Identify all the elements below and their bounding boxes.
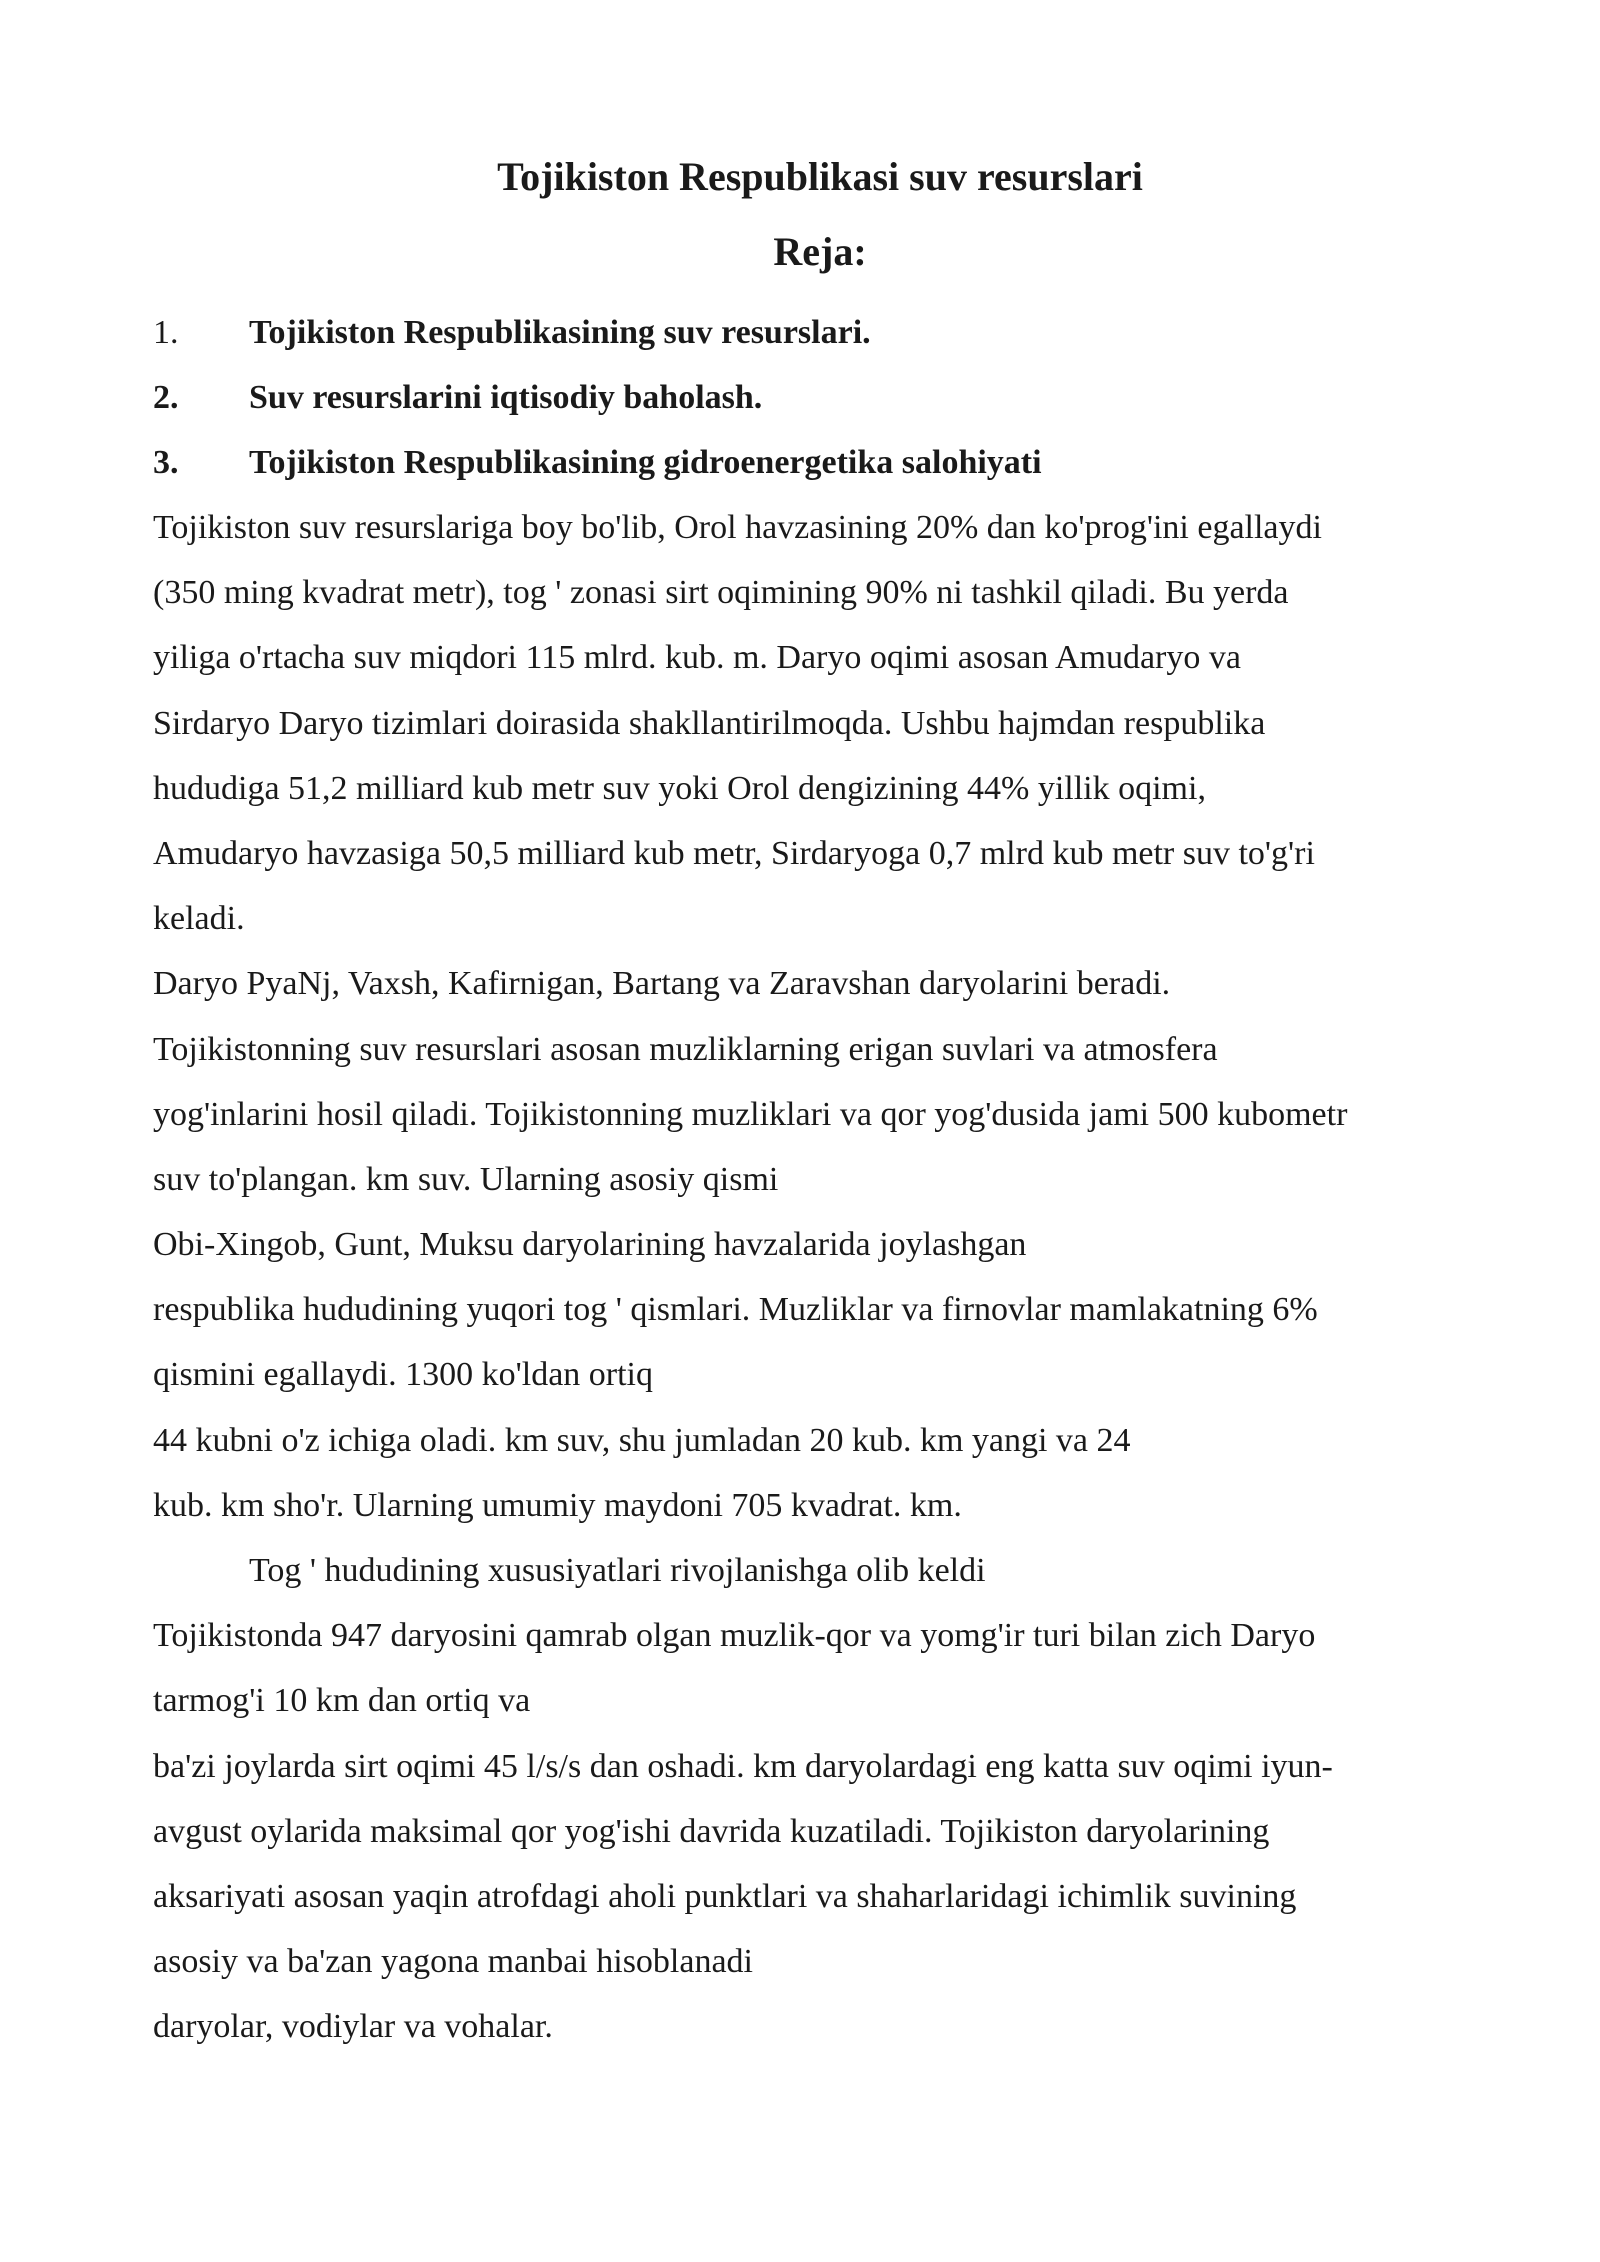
- plan-list: [153, 300, 1042, 495]
- plan-item: [153, 430, 1042, 495]
- body-line: Daryo PyaNj, Vaxsh, Kafirnigan, Bartang va Zaravshan daryolarini beradi.: [153, 965, 1171, 1003]
- body-line-indented: Tog ' hududining xususiyatlari rivojlanishga olib keldi: [249, 1552, 986, 1589]
- body-line: avgust oylarida maksimal qor yog'ishi davrida kuzatiladi. Tojikiston daryolarining: [153, 1812, 1270, 1850]
- plan-item: [153, 300, 1042, 365]
- body-line: hududiga 51,2 milliard kub metr suv yoki Orol dengizining 44% yillik oqimi,: [153, 769, 1206, 807]
- body-line: aksariyati asosan yaqin atrofdagi aholi punktlari va shaharlaridagi ichimlik suvining: [153, 1877, 1297, 1915]
- body-line: (350 ming kvadrat metr), tog ' zonasi sirt oqimining 90% ni tashkil qiladi. Bu yerda: [153, 574, 1289, 612]
- plan-item-text: Tojikiston Respublikasining suv resurslari.: [249, 314, 871, 351]
- body-line: Amudaryo havzasiga 50,5 milliard kub metr, Sirdaryoga 0,7 mlrd kub metr suv to'g'ri: [153, 834, 1315, 872]
- body-line: asosiy va ba'zan yagona manbai hisoblanadi: [153, 1943, 753, 1981]
- body-line: daryolar, vodiylar va vohalar.: [153, 2008, 553, 2046]
- body-line: tarmog'i 10 km dan ortiq va: [153, 1682, 531, 1720]
- body-line: keladi.: [153, 900, 245, 938]
- body-line: Tojikiston suv resurslariga boy bo'lib, Orol havzasining 20% dan ko'prog'ini egallaydi: [153, 509, 1322, 546]
- plan-item-number: 2.: [153, 379, 179, 416]
- document-title: Tojikiston Respublikasi suv resurslari: [497, 154, 1143, 199]
- body-line: kub. km sho'r. Ularning umumiy maydoni 705 kvadrat. km.: [153, 1486, 962, 1524]
- plan-item-number: 1.: [153, 314, 179, 351]
- body-line: 44 kubni o'z ichiga oladi. km suv, shu jumladan 20 kub. km yangi va 24: [153, 1421, 1131, 1459]
- body-line: qismini egallaydi. 1300 ko'ldan ortiq: [153, 1356, 654, 1394]
- body-text: [153, 495, 1347, 2060]
- body-line: yog'inlarini hosil qiladi. Tojikistonning muzliklari va qor yog'dusida jami 500 kubometr: [153, 1095, 1348, 1133]
- body-line: Sirdaryo Daryo tizimlari doirasida shakllantirilmoqda. Ushbu hajmdan respublika: [153, 704, 1266, 742]
- body-line: Tojikistonning suv resurslari asosan muzliklarning erigan suvlari va atmosfera: [153, 1030, 1218, 1068]
- plan-item-text: Suv resurslarini iqtisodiy baholash.: [249, 379, 763, 416]
- plan-item-text: Tojikiston Respublikasining gidroenergetika salohiyati: [249, 444, 1042, 481]
- body-line: respublika hududining yuqori tog ' qismlari. Muzliklar va firnovlar mamlakatning 6%: [153, 1291, 1318, 1329]
- plan-heading: Reja:: [773, 229, 867, 274]
- body-line: yiliga o'rtacha suv miqdori 115 mlrd. kub. m. Daryo oqimi asosan Amudaryo va: [153, 639, 1241, 677]
- body-line: Obi-Xingob, Gunt, Muksu daryolarining havzalarida joylashgan: [153, 1226, 1027, 1264]
- body-line: ba'zi joylarda sirt oqimi 45 l/s/s dan oshadi. km daryolardagi eng katta suv oqimi iyun-: [153, 1747, 1333, 1785]
- plan-item: [153, 365, 1042, 430]
- body-line: Tojikistonda 947 daryosini qamrab olgan muzlik-qor va yomg'ir turi bilan zich Daryo: [153, 1617, 1316, 1655]
- plan-item-number: 3.: [153, 444, 179, 481]
- body-line: suv to'plangan. km suv. Ularning asosiy qismi: [153, 1160, 779, 1198]
